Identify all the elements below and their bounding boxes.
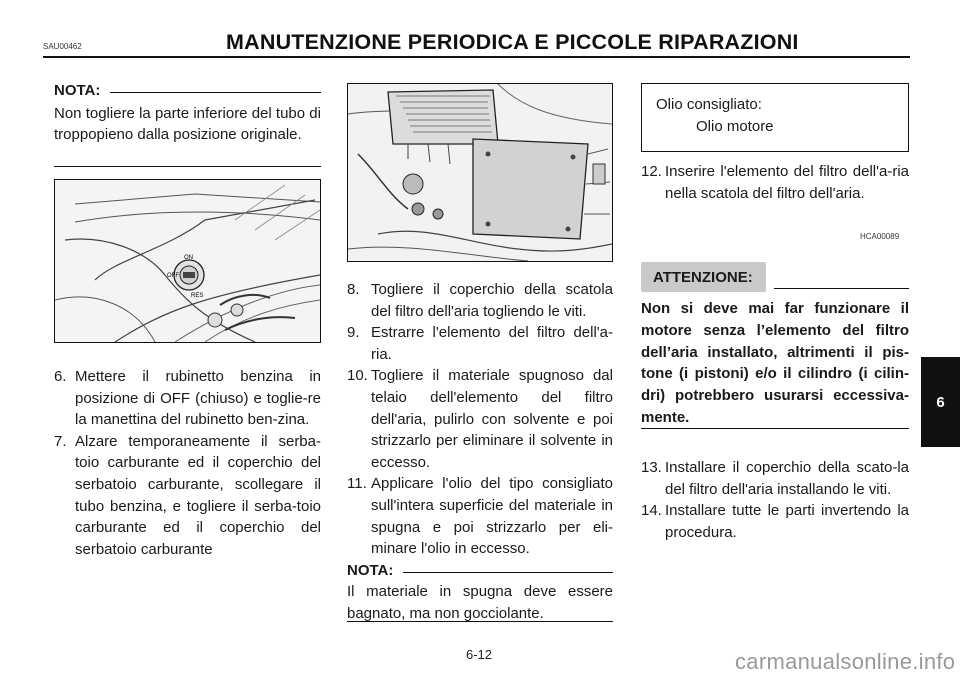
caution-text: Non si deve mai far funzionare il motore senza l’elemento del filtro dell’aria installato, altrimenti il pis-tone (i pistoni) e/o il cilindro (i cilin-dri) potrebbero usurarsi eccessiva-mente. bbox=[641, 300, 909, 426]
step-number: 6. bbox=[54, 368, 67, 385]
page-number: 6-12 bbox=[466, 647, 493, 662]
step-8 bbox=[347, 279, 613, 322]
nota-label: NOTA: bbox=[54, 82, 101, 99]
label-res: RES bbox=[191, 293, 204, 299]
document-code: SAU00462 bbox=[43, 42, 82, 51]
step-number: 13. bbox=[641, 459, 662, 476]
air-filter-figure bbox=[347, 83, 613, 262]
step-11 bbox=[347, 473, 613, 559]
step-14 bbox=[641, 500, 909, 543]
caution-code: HCA00089 bbox=[860, 232, 900, 241]
caution-label-text: ATTENZIONE: bbox=[653, 268, 753, 286]
chapter-tab bbox=[921, 357, 960, 447]
step-number: 11. bbox=[347, 475, 367, 493]
oil-value: Olio motore bbox=[696, 118, 774, 135]
step-number: 14. bbox=[641, 502, 662, 520]
step-text: Inserire l'elemento del filtro dell'a-ria nella scatola del filtro dell'aria. bbox=[665, 163, 909, 202]
step-number: 8. bbox=[347, 281, 360, 298]
step-12 bbox=[641, 161, 909, 204]
step-text: Installare il coperchio della scato-la del filtro dell'aria installando le viti. bbox=[665, 459, 909, 498]
step-9 bbox=[347, 322, 613, 365]
fuel-cock-illustration bbox=[55, 180, 320, 342]
step-7 bbox=[54, 431, 321, 561]
step-text: Mettere il rubinetto benzina in posizione di OFF (chiuso) e toglie-re la manettina del rubinetto ben-zina. bbox=[75, 368, 321, 429]
nota-text: Non togliere la parte inferiore del tubo di troppopieno dalla posizione originale. bbox=[54, 104, 321, 144]
page-title: MANUTENZIONE PERIODICA E PICCOLE RIPARAZIONI bbox=[226, 30, 799, 54]
nota-rule bbox=[347, 621, 613, 622]
nota-label: NOTA: bbox=[347, 561, 394, 579]
oil-label: Olio consigliato: bbox=[656, 96, 762, 113]
step-text: Alzare temporaneamente il serba-toio carburante ed il coperchio del serbatoio carburante, scollegare il tubo benzina, e togliere il serba-toio carburante ed il coperchio del serbatoio carburante bbox=[75, 432, 321, 558]
air-filter-illustration bbox=[348, 84, 612, 261]
caution-rule-top bbox=[774, 288, 909, 289]
step-number: 12. bbox=[641, 163, 662, 180]
caution-rule-bottom bbox=[641, 428, 909, 429]
column-3-steps-b bbox=[641, 457, 909, 543]
header-rule bbox=[43, 56, 910, 58]
fuel-cock-figure bbox=[54, 179, 321, 343]
step-text: Installare tutte le parti invertendo la procedura. bbox=[665, 502, 909, 541]
nota-rule bbox=[54, 166, 321, 167]
watermark: carmanualsonline.info bbox=[735, 649, 956, 674]
column-1 bbox=[54, 80, 321, 146]
step-10 bbox=[347, 365, 613, 473]
step-13 bbox=[641, 457, 909, 500]
step-text: Applicare l'olio del tipo consigliato sull'intera superficie del materiale in spugna e poi strizzarlo per eli-minare l'olio in eccesso. bbox=[371, 475, 613, 558]
column-2-steps bbox=[347, 279, 613, 625]
column-1-steps bbox=[54, 366, 321, 560]
step-6 bbox=[54, 366, 321, 431]
step-number: 9. bbox=[347, 324, 360, 342]
step-text: Togliere il materiale spugnoso dal telaio dell'elemento del filtro dell'aria, pulirlo con solvente e poi strizzarlo per eliminare il solvente in eccesso. bbox=[371, 367, 613, 471]
chapter-number: 6 bbox=[936, 393, 945, 411]
label-on: ON bbox=[184, 255, 193, 261]
nota-text: Il materiale in spugna deve essere bagnato, ma non gocciolante. bbox=[347, 583, 613, 622]
step-number: 7. bbox=[54, 432, 67, 450]
step-number: 10. bbox=[347, 367, 368, 385]
label-off: OFF bbox=[167, 273, 179, 279]
oil-recommendation-box bbox=[641, 83, 909, 152]
step-text: Estrarre l'elemento del filtro dell'a-ria. bbox=[371, 324, 613, 363]
caution-label bbox=[641, 262, 766, 292]
step-text: Togliere il coperchio della scatola del filtro dell'aria togliendo le viti. bbox=[371, 281, 613, 320]
column-3-steps-a bbox=[641, 161, 909, 204]
